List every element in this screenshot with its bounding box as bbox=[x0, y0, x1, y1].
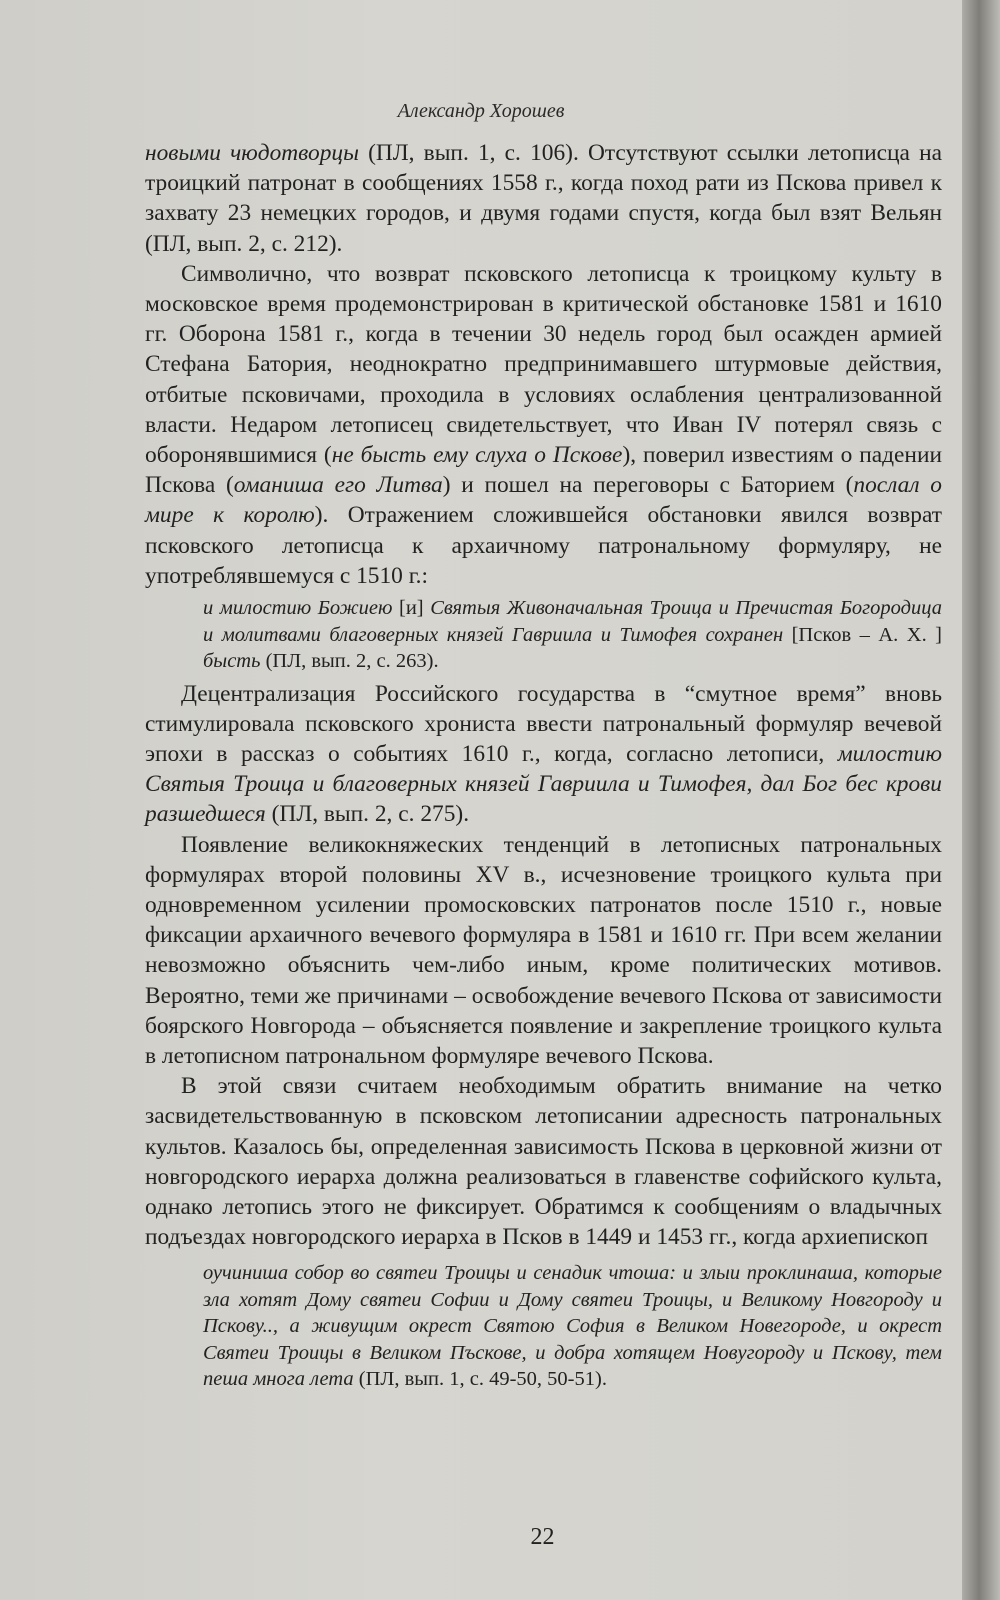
text-span: Символично, что возврат псковского летописца к троицкому культу в московское время продемонстрирован в критической обстановке 1581 и 1610 гг. Оборона 1581 г., когда в течении 30 недель город был осажден армией Стефана Батория, неоднократно предпринимавшего штурмовые действия, отбитые псковичами, проходила в условиях ослабления централизованной власти. Недаром летописец свидетельствует, что Иван IV потерял связь с оборонявшимися ( bbox=[145, 260, 942, 469]
italic-quote: новыми чюдотворцы bbox=[145, 140, 359, 166]
running-header: Александр Хорошев bbox=[397, 100, 565, 122]
text-span: ). Отражением сложившейся обстановки явился возврат псковского летописца к архаичному патрональному формуляру, не употреблявшемуся с 1510 г.: bbox=[145, 502, 942, 589]
text-span: (ПЛ, вып. 1, с. 106). Отсутствуют ссылки летописца на троицкий патронат в сообщениях 1558 г., когда поход рати из Пскова привел к захвату 23 немецких городов, и двумя годами спустя, когда был взят Вельян (ПЛ, вып. 2, с. 212). bbox=[145, 140, 942, 257]
italic-quote: не бысть ему слуха о Пскове bbox=[331, 442, 623, 469]
text-span: (ПЛ, вып. 2, с. 263). bbox=[260, 650, 439, 673]
text-span: (ПЛ, вып. 1, с. 49-50, 50-51). bbox=[353, 1368, 607, 1391]
italic-quote: оманиша его Литва bbox=[233, 472, 443, 499]
italic-quote: милостию Святыя Троица и благоверных князей Гавриила и Тимофея, дал Бог бес крови разшедшеся bbox=[145, 740, 942, 828]
italic-quote: и милостию Божиею bbox=[203, 597, 393, 620]
text-span: В этой связи считаем необходимым обратить внимание на четко засвидетельствованную в псковском летописании адресность патрональных культов. Казалось бы, определенная зависимость Пскова в церковной жизни от новгородского иерарха должна реализоваться в главенстве софийского культа, однако летопись этого не фиксирует. Обратимся к сообщениям о владычных подъездах новгородского иерарха в Псков в 1449 и 1453 гг., когда архиепископ bbox=[145, 1073, 942, 1251]
paragraph bbox=[145, 138, 942, 259]
text-span: [и] bbox=[392, 597, 431, 620]
block-quote bbox=[203, 1260, 942, 1393]
body-text bbox=[145, 138, 942, 1397]
italic-quote: послал о мире к королю bbox=[145, 472, 942, 529]
text-span: ) и пошел на переговоры с Баторием ( bbox=[442, 472, 854, 499]
text-span: Появление великокняжеских тенденций в летописных патрональных формулярах второй половины XV в., исчезновение троицкого культа при одновременном усилении промосковских патронатов после 1510 г., новые фиксации архаичного вечевого формуляра в 1581 и 1610 гг. При всем желании невозможно объяснить чем-либо иным, кроме политических мотивов. Вероятно, теми же причинами – освобождение вечевого Пскова от зависимости боярского Новгорода – объясняется появление и закрепление троицкого культа в летописном патрональном формуляре вечевого Пскова. bbox=[145, 831, 942, 1069]
block-quote bbox=[203, 595, 942, 675]
italic-quote: оучиниша собор во святеи Троицы и сенадик чтоша: и злыи проклинаша, которые зла хотят Дому святеи Софии и Дому святеи Троицы, и Великому Новгороду и Пскову.., а живущим окрест Святою София в Великом Новегороде, и окрест Святеи Троицы в Великом Пъскове, и добра хотящем Новугороду и Пскову, тем пеша многа лета bbox=[203, 1262, 942, 1391]
book-spine-shadow bbox=[962, 0, 1000, 1600]
italic-quote: бысть bbox=[203, 650, 261, 673]
page-number: 22 bbox=[530, 1524, 555, 1550]
paragraph bbox=[145, 259, 942, 591]
paragraph bbox=[145, 679, 942, 830]
text-span: [Псков – А. Х. ] bbox=[783, 623, 943, 646]
paragraph bbox=[145, 1071, 942, 1252]
text-span: ), поверил известиям о падении Пскова ( bbox=[145, 442, 942, 499]
text-span: (ПЛ, вып. 2, с. 275). bbox=[265, 801, 470, 828]
text-span: Децентрализация Российского государства в “смутное время” вновь стимулировала псковского хрониста ввести патрональный формуляр вечевой эпохи в рассказ о событиях 1610 г., когда, согласно летописи, bbox=[145, 680, 942, 767]
paragraph bbox=[145, 830, 942, 1072]
italic-quote: Святыя Живоначальная Троица и Пречистая Богородица и молитвами благоверных князей Гавриила и Тимофея сохранен bbox=[203, 597, 943, 646]
